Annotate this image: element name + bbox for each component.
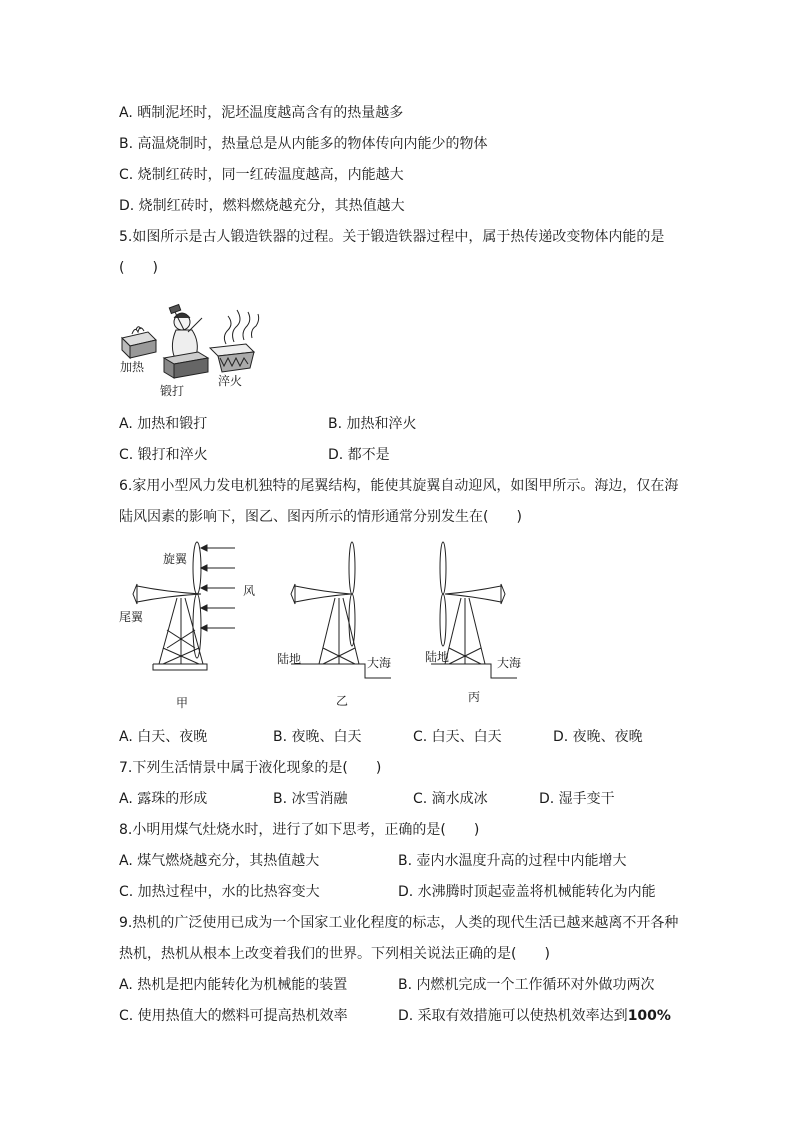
q8-stem: 8.小明用煤气灶烧水时，进行了如下思考，正确的是( ) [119,822,480,838]
caption-a: 甲 [176,696,189,710]
label-forge: 锻打 [160,384,185,398]
q7-option-c: C. 滴水成冰 [413,791,488,807]
q9-option-c: C. 使用热值大的燃料可提高热机效率 [119,1008,348,1024]
q5-option-d: D. 都不是 [328,447,390,463]
q6-option-b: B. 夜晚、白天 [273,729,362,745]
q9-option-d-percent: 100% [627,1008,671,1024]
label-rotor: 旋翼 [163,552,188,566]
q8-option-c: C. 加热过程中，水的比热容变大 [119,884,320,900]
q4-option-d: D. 烧制红砖时，燃料燃烧越充分，其热值越大 [119,198,405,214]
label-land-b: 陆地 [277,652,302,666]
q6-option-a: A. 白天、夜晚 [119,729,208,745]
q5-option-a: A. 加热和锻打 [119,416,208,432]
caption-c: 丙 [468,690,481,704]
label-heat: 加热 [120,360,145,374]
q6-stem-line1: 6.家用小型风力发电机独特的尾翼结构，能使其旋翼自动迎风，如图甲所示。海边，仅在海 [119,478,679,494]
q5-forging-figure [118,300,278,400]
label-sea-c: 大海 [497,656,522,670]
q9-option-d [398,1006,671,1026]
q9-stem-line1: 9.热机的广泛使用已成为一个国家工业化程度的标志，人类的现代生活已越来越离不开各种 [119,915,679,931]
q7-option-d: D. 湿手变干 [539,791,615,807]
q5-option-b: B. 加热和淬火 [328,416,417,432]
label-quench: 淬火 [218,374,243,388]
q8-option-b: B. 壶内水温度升高的过程中内能增大 [398,853,627,869]
label-tail: 尾翼 [119,610,144,624]
q9-option-a: A. 热机是把内能转化为机械能的装置 [119,977,348,993]
caption-b: 乙 [336,694,349,708]
q4-option-b: B. 高温烧制时，热量总是从内能多的物体传向内能少的物体 [119,136,488,152]
q4-option-c: C. 烧制红砖时，同一红砖温度越高，内能越大 [119,167,404,183]
q7-option-a: A. 露珠的形成 [119,791,208,807]
q9-option-b: B. 内燃机完成一个工作循环对外做功两次 [398,977,655,993]
q4-option-a: A. 晒制泥坯时，泥坯温度越高含有的热量越多 [119,105,404,121]
q5-option-c: C. 锻打和淬火 [119,447,208,463]
q9-option-d-text: D. 采取有效措施可以使热机效率达到 [398,1008,628,1024]
q7-stem: 7.下列生活情景中属于液化现象的是( ) [119,760,382,776]
label-wind: 风 [243,584,256,598]
q6-option-c: C. 白天、白天 [413,729,502,745]
forging-illustration [118,300,278,400]
q6-wind-turbine-figure [115,538,535,714]
q7-option-b: B. 冰雪消融 [273,791,348,807]
q8-option-a: A. 煤气燃烧越充分，其热值越大 [119,853,320,869]
q9-stem-line2: 热机，热机从根本上改变着我们的世界。下列相关说法正确的是( ) [119,946,550,962]
q6-stem-line2: 陆风因素的影响下，图乙、图丙所示的情形通常分别发生在( ) [119,509,522,525]
q5-stem-line1: 5.如图所示是古人锻造铁器的过程。关于锻造铁器过程中，属于热传递改变物体内能的是 [119,229,665,245]
q8-option-d: D. 水沸腾时顶起壶盖将机械能转化为内能 [398,884,656,900]
label-sea-b: 大海 [367,656,392,670]
label-land-c: 陆地 [425,650,450,664]
q6-option-d: D. 夜晚、夜晚 [553,729,643,745]
q5-stem-line2: ( ) [119,260,158,276]
